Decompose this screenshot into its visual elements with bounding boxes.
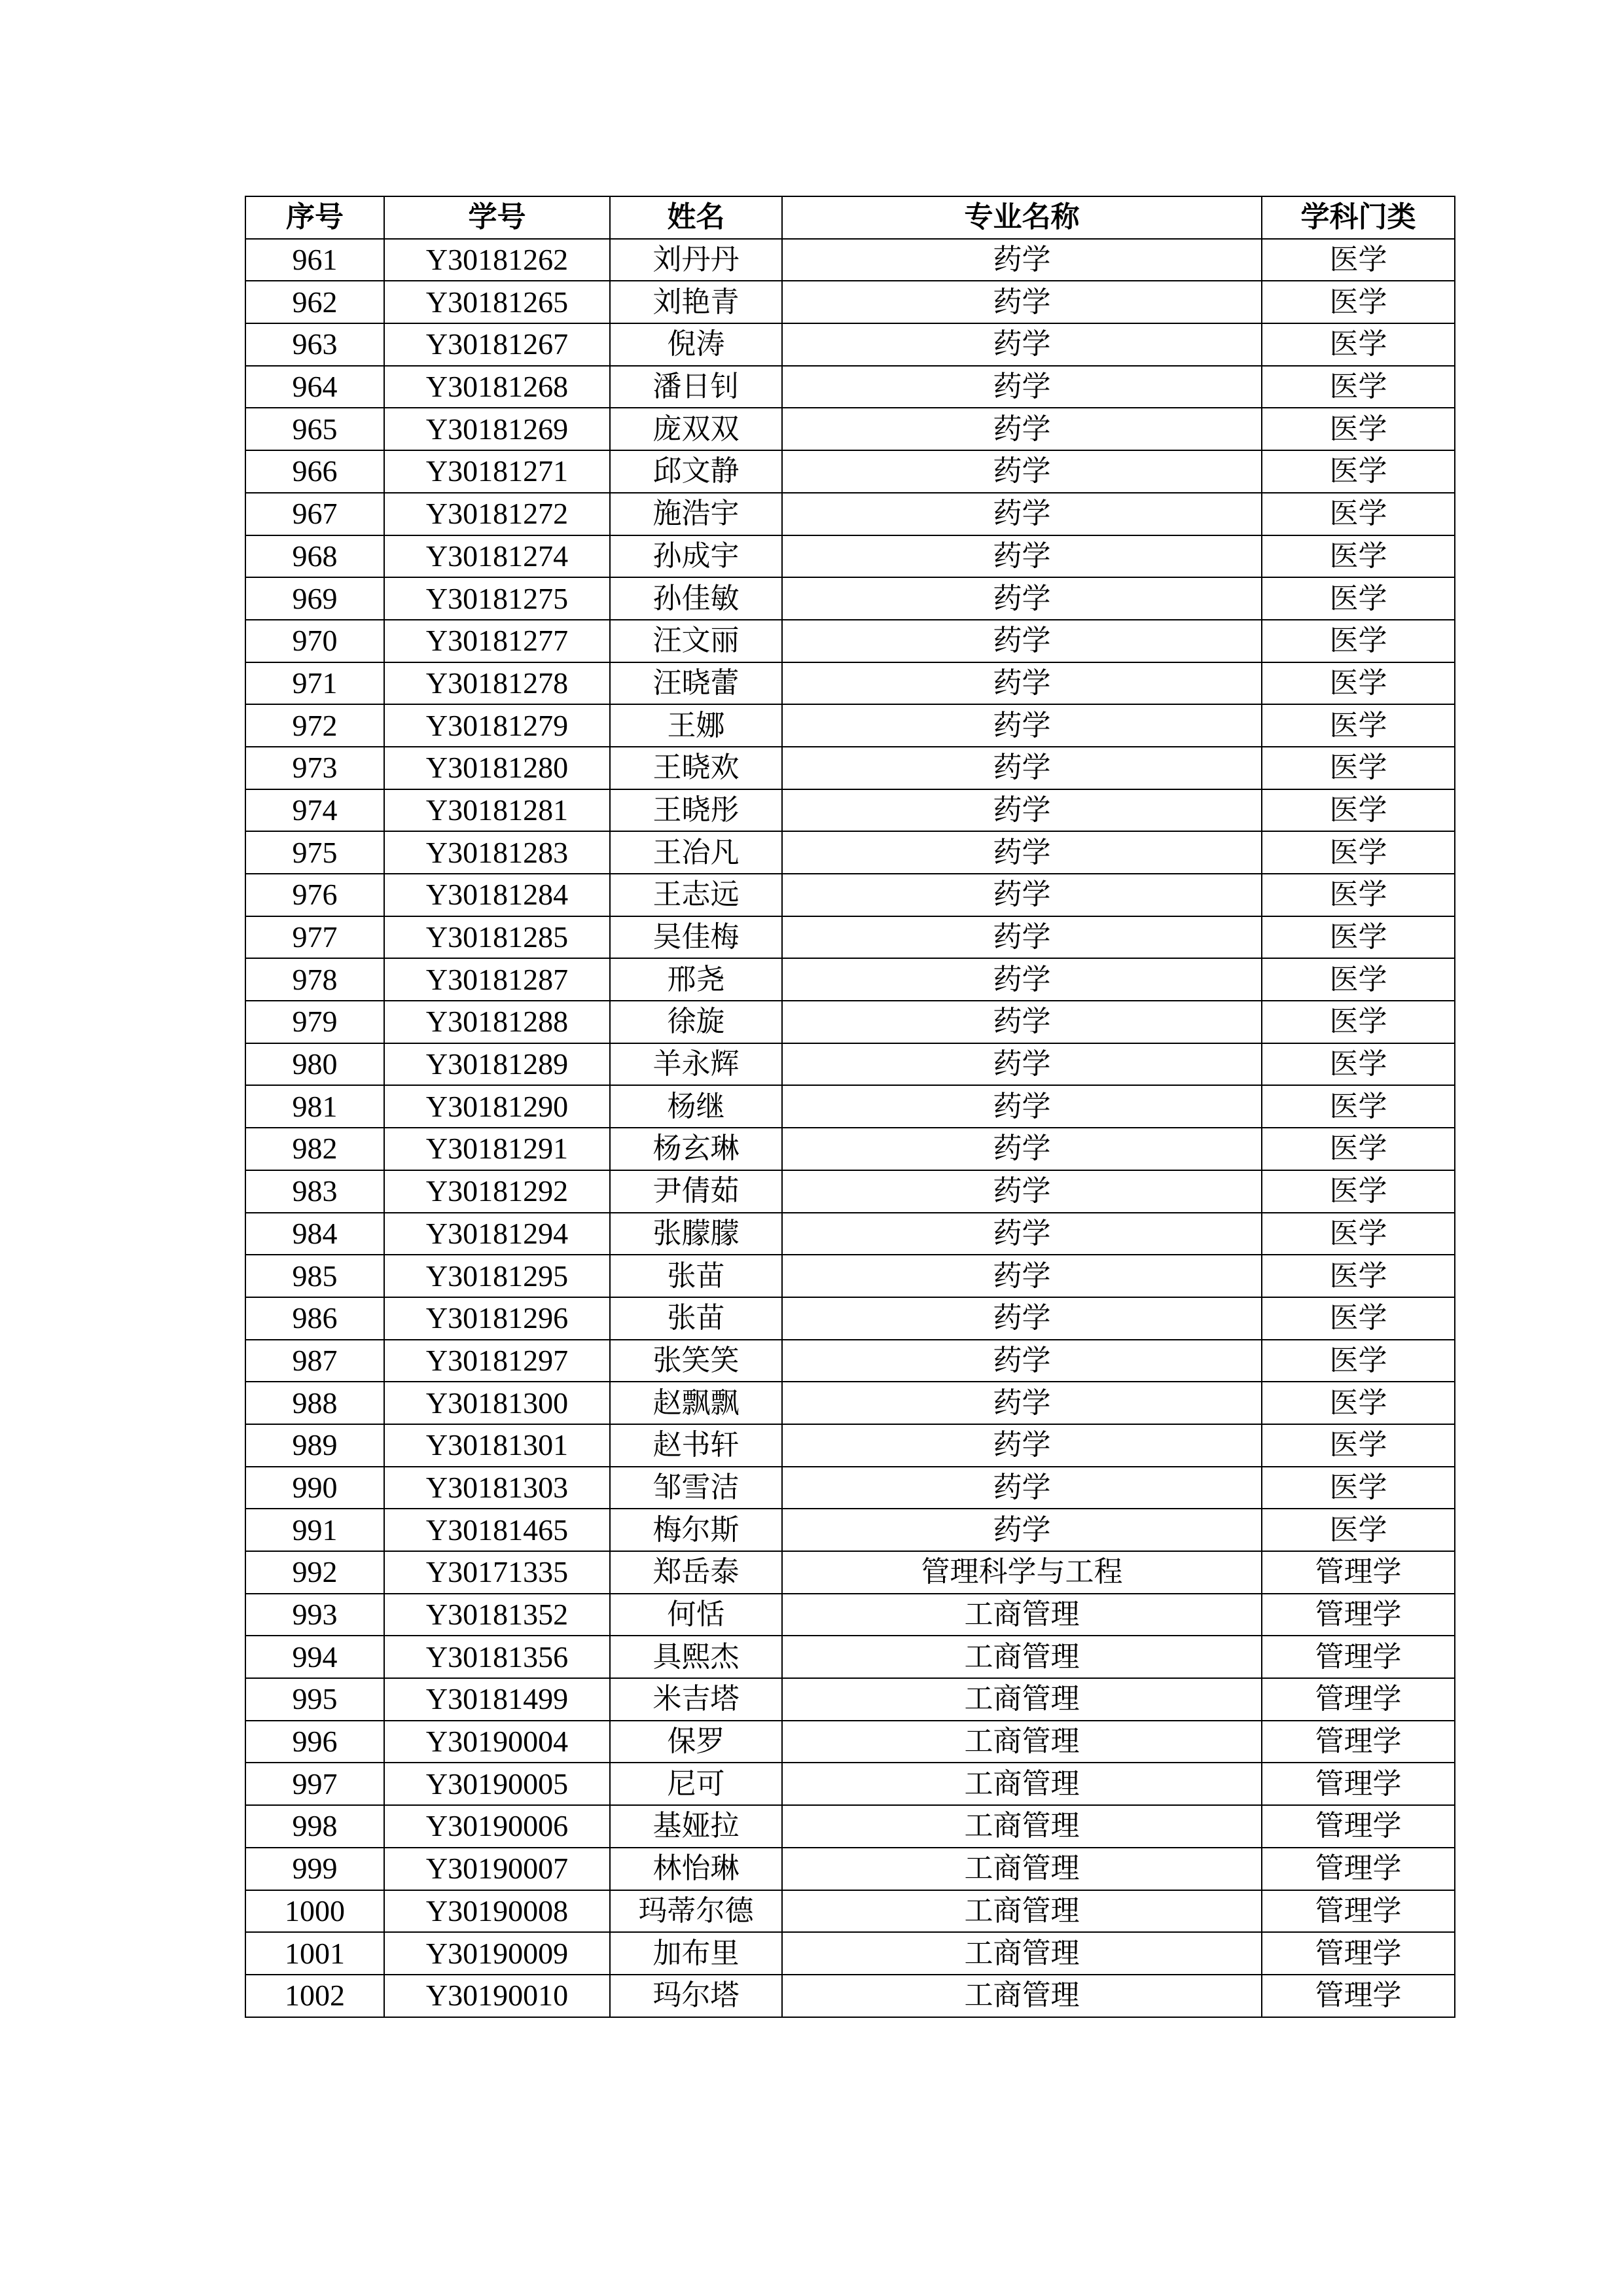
table-row — [245, 1594, 1455, 1636]
discipline-cell: 医学 — [1262, 1213, 1455, 1255]
student-id-cell: Y30181271 — [384, 450, 610, 493]
student-id-cell: Y30181279 — [384, 704, 610, 747]
name-cell: 具熙杰 — [610, 1636, 782, 1678]
name-cell: 尼可 — [610, 1763, 782, 1805]
discipline-cell: 医学 — [1262, 662, 1455, 705]
serial-number-cell: 969 — [245, 577, 384, 620]
discipline-cell: 医学 — [1262, 366, 1455, 408]
table-row — [245, 1043, 1455, 1086]
student-id-cell: Y30181300 — [384, 1382, 610, 1424]
discipline-cell: 医学 — [1262, 704, 1455, 747]
discipline-cell: 管理学 — [1262, 1551, 1455, 1594]
serial-number-cell: 998 — [245, 1805, 384, 1848]
serial-number-cell: 982 — [245, 1128, 384, 1170]
name-cell: 羊永辉 — [610, 1043, 782, 1086]
table-body — [245, 239, 1455, 2017]
discipline-cell: 医学 — [1262, 323, 1455, 366]
table-row — [245, 704, 1455, 747]
discipline-cell: 医学 — [1262, 1085, 1455, 1128]
student-id-cell: Y30181301 — [384, 1424, 610, 1467]
serial-number-cell: 992 — [245, 1551, 384, 1594]
name-cell: 何恬 — [610, 1594, 782, 1636]
table-row — [245, 662, 1455, 705]
serial-number-cell: 985 — [245, 1255, 384, 1297]
name-cell: 王冶凡 — [610, 831, 782, 874]
name-cell: 倪涛 — [610, 323, 782, 366]
major-cell: 药学 — [782, 577, 1262, 620]
serial-number-cell: 994 — [245, 1636, 384, 1678]
table-row — [245, 958, 1455, 1001]
major-cell: 药学 — [782, 831, 1262, 874]
major-cell: 药学 — [782, 1297, 1262, 1340]
major-cell: 药学 — [782, 408, 1262, 450]
major-cell: 工商管理 — [782, 1763, 1262, 1805]
name-cell: 赵书轩 — [610, 1424, 782, 1467]
table-row — [245, 1551, 1455, 1594]
table-row — [245, 1636, 1455, 1678]
discipline-cell: 医学 — [1262, 1297, 1455, 1340]
serial-number-cell: 973 — [245, 747, 384, 789]
major-cell: 工商管理 — [782, 1890, 1262, 1933]
discipline-cell: 医学 — [1262, 1509, 1455, 1551]
name-cell: 徐旋 — [610, 1001, 782, 1043]
name-cell: 邹雪洁 — [610, 1467, 782, 1509]
table-row — [245, 1297, 1455, 1340]
serial-number-cell: 971 — [245, 662, 384, 705]
student-id-cell: Y30190010 — [384, 1975, 610, 2017]
discipline-cell: 医学 — [1262, 958, 1455, 1001]
major-cell: 药学 — [782, 239, 1262, 281]
serial-number-cell: 965 — [245, 408, 384, 450]
student-id-cell: Y30181280 — [384, 747, 610, 789]
serial-number-cell: 1000 — [245, 1890, 384, 1933]
serial-number-cell: 986 — [245, 1297, 384, 1340]
student-id-cell: Y30181277 — [384, 620, 610, 662]
major-cell: 药学 — [782, 1255, 1262, 1297]
serial-number-cell: 981 — [245, 1085, 384, 1128]
discipline-cell: 医学 — [1262, 450, 1455, 493]
student-id-cell: Y30181262 — [384, 239, 610, 281]
name-cell: 杨继 — [610, 1085, 782, 1128]
name-cell: 庞双双 — [610, 408, 782, 450]
student-id-cell: Y30181278 — [384, 662, 610, 705]
discipline-cell: 医学 — [1262, 1255, 1455, 1297]
name-cell: 汪晓蕾 — [610, 662, 782, 705]
name-cell: 潘日钊 — [610, 366, 782, 408]
table-row — [245, 1975, 1455, 2017]
name-cell: 刘丹丹 — [610, 239, 782, 281]
major-cell: 药学 — [782, 1128, 1262, 1170]
serial-number-cell: 991 — [245, 1509, 384, 1551]
name-cell: 吴佳梅 — [610, 916, 782, 959]
serial-number-cell: 987 — [245, 1340, 384, 1382]
discipline-cell: 医学 — [1262, 577, 1455, 620]
student-id-cell: Y30190005 — [384, 1763, 610, 1805]
name-cell: 孙佳敏 — [610, 577, 782, 620]
major-cell: 药学 — [782, 1382, 1262, 1424]
discipline-cell: 管理学 — [1262, 1763, 1455, 1805]
discipline-cell: 管理学 — [1262, 1678, 1455, 1721]
serial-number-cell: 1002 — [245, 1975, 384, 2017]
major-cell: 工商管理 — [782, 1636, 1262, 1678]
discipline-cell: 医学 — [1262, 789, 1455, 832]
table-row — [245, 1763, 1455, 1805]
table-row — [245, 1848, 1455, 1890]
serial-number-cell: 970 — [245, 620, 384, 662]
student-id-cell: Y30181284 — [384, 874, 610, 916]
name-cell: 尹倩茹 — [610, 1170, 782, 1213]
serial-number-cell: 990 — [245, 1467, 384, 1509]
student-id-cell: Y30181289 — [384, 1043, 610, 1086]
header-discipline: 学科门类 — [1262, 196, 1455, 239]
serial-number-cell: 974 — [245, 789, 384, 832]
student-id-cell: Y30181265 — [384, 281, 610, 323]
discipline-cell: 管理学 — [1262, 1975, 1455, 2017]
discipline-cell: 医学 — [1262, 1467, 1455, 1509]
table-row — [245, 281, 1455, 323]
name-cell: 刘艳青 — [610, 281, 782, 323]
major-cell: 工商管理 — [782, 1932, 1262, 1975]
student-id-cell: Y30181297 — [384, 1340, 610, 1382]
major-cell: 工商管理 — [782, 1678, 1262, 1721]
major-cell: 药学 — [782, 1170, 1262, 1213]
table-row — [245, 1255, 1455, 1297]
discipline-cell: 管理学 — [1262, 1805, 1455, 1848]
major-cell: 工商管理 — [782, 1721, 1262, 1763]
discipline-cell: 医学 — [1262, 239, 1455, 281]
table-row — [245, 1424, 1455, 1467]
student-id-cell: Y30190008 — [384, 1890, 610, 1933]
student-id-cell: Y30181290 — [384, 1085, 610, 1128]
student-id-cell: Y30181292 — [384, 1170, 610, 1213]
name-cell: 汪文丽 — [610, 620, 782, 662]
major-cell: 药学 — [782, 450, 1262, 493]
major-cell: 管理科学与工程 — [782, 1551, 1262, 1594]
serial-number-cell: 993 — [245, 1594, 384, 1636]
major-cell: 药学 — [782, 747, 1262, 789]
serial-number-cell: 967 — [245, 493, 384, 535]
table-row — [245, 450, 1455, 493]
major-cell: 工商管理 — [782, 1594, 1262, 1636]
student-id-cell: Y30181294 — [384, 1213, 610, 1255]
table-row — [245, 1890, 1455, 1933]
major-cell: 药学 — [782, 1340, 1262, 1382]
header-row — [245, 196, 1455, 239]
major-cell: 工商管理 — [782, 1848, 1262, 1890]
discipline-cell: 医学 — [1262, 1424, 1455, 1467]
discipline-cell: 医学 — [1262, 281, 1455, 323]
name-cell: 林怡琳 — [610, 1848, 782, 1890]
name-cell: 保罗 — [610, 1721, 782, 1763]
name-cell: 郑岳泰 — [610, 1551, 782, 1594]
table-row — [245, 620, 1455, 662]
major-cell: 药学 — [782, 874, 1262, 916]
student-id-cell: Y30181499 — [384, 1678, 610, 1721]
table-row — [245, 1805, 1455, 1848]
student-id-cell: Y30181288 — [384, 1001, 610, 1043]
table-row — [245, 747, 1455, 789]
name-cell: 王娜 — [610, 704, 782, 747]
table-row — [245, 789, 1455, 832]
serial-number-cell: 988 — [245, 1382, 384, 1424]
table-row — [245, 1170, 1455, 1213]
major-cell: 药学 — [782, 1467, 1262, 1509]
student-id-cell: Y30181274 — [384, 535, 610, 578]
student-id-cell: Y30181303 — [384, 1467, 610, 1509]
discipline-cell: 医学 — [1262, 408, 1455, 450]
major-cell: 药学 — [782, 1085, 1262, 1128]
discipline-cell: 医学 — [1262, 1043, 1455, 1086]
student-id-cell: Y30181356 — [384, 1636, 610, 1678]
name-cell: 王志远 — [610, 874, 782, 916]
major-cell: 药学 — [782, 1424, 1262, 1467]
student-id-cell: Y30181269 — [384, 408, 610, 450]
name-cell: 王晓彤 — [610, 789, 782, 832]
name-cell: 杨玄琳 — [610, 1128, 782, 1170]
student-id-cell: Y30181285 — [384, 916, 610, 959]
student-id-cell: Y30181272 — [384, 493, 610, 535]
serial-number-cell: 966 — [245, 450, 384, 493]
discipline-cell: 管理学 — [1262, 1890, 1455, 1933]
name-cell: 王晓欢 — [610, 747, 782, 789]
serial-number-cell: 977 — [245, 916, 384, 959]
serial-number-cell: 983 — [245, 1170, 384, 1213]
table-row — [245, 1932, 1455, 1975]
header-serial-number: 序号 — [245, 196, 384, 239]
major-cell: 药学 — [782, 704, 1262, 747]
major-cell: 药学 — [782, 662, 1262, 705]
student-id-cell: Y30181295 — [384, 1255, 610, 1297]
discipline-cell: 医学 — [1262, 1001, 1455, 1043]
major-cell: 药学 — [782, 1043, 1262, 1086]
serial-number-cell: 963 — [245, 323, 384, 366]
major-cell: 药学 — [782, 1213, 1262, 1255]
table-row — [245, 1509, 1455, 1551]
name-cell: 基娅拉 — [610, 1805, 782, 1848]
serial-number-cell: 976 — [245, 874, 384, 916]
discipline-cell: 管理学 — [1262, 1594, 1455, 1636]
student-id-cell: Y30181283 — [384, 831, 610, 874]
header-name: 姓名 — [610, 196, 782, 239]
name-cell: 加布里 — [610, 1932, 782, 1975]
table-row — [245, 323, 1455, 366]
major-cell: 药学 — [782, 1001, 1262, 1043]
serial-number-cell: 999 — [245, 1848, 384, 1890]
table-row — [245, 1721, 1455, 1763]
student-id-cell: Y30181275 — [384, 577, 610, 620]
discipline-cell: 医学 — [1262, 747, 1455, 789]
student-id-cell: Y30181287 — [384, 958, 610, 1001]
major-cell: 药学 — [782, 958, 1262, 1001]
discipline-cell: 医学 — [1262, 1128, 1455, 1170]
serial-number-cell: 995 — [245, 1678, 384, 1721]
table-row — [245, 1340, 1455, 1382]
serial-number-cell: 997 — [245, 1763, 384, 1805]
student-id-cell: Y30190009 — [384, 1932, 610, 1975]
major-cell: 药学 — [782, 323, 1262, 366]
serial-number-cell: 1001 — [245, 1932, 384, 1975]
major-cell: 药学 — [782, 493, 1262, 535]
table-row — [245, 493, 1455, 535]
table-row — [245, 535, 1455, 578]
serial-number-cell: 996 — [245, 1721, 384, 1763]
table-row — [245, 1085, 1455, 1128]
major-cell: 药学 — [782, 366, 1262, 408]
student-id-cell: Y30190007 — [384, 1848, 610, 1890]
major-cell: 药学 — [782, 535, 1262, 578]
table-row — [245, 1213, 1455, 1255]
name-cell: 赵飘飘 — [610, 1382, 782, 1424]
discipline-cell: 管理学 — [1262, 1848, 1455, 1890]
discipline-cell: 医学 — [1262, 535, 1455, 578]
major-cell: 药学 — [782, 916, 1262, 959]
serial-number-cell: 989 — [245, 1424, 384, 1467]
name-cell: 米吉塔 — [610, 1678, 782, 1721]
student-id-cell: Y30181267 — [384, 323, 610, 366]
student-id-cell: Y30190004 — [384, 1721, 610, 1763]
serial-number-cell: 962 — [245, 281, 384, 323]
name-cell: 张朦朦 — [610, 1213, 782, 1255]
table-row — [245, 1467, 1455, 1509]
name-cell: 施浩宇 — [610, 493, 782, 535]
name-cell: 张苗 — [610, 1297, 782, 1340]
serial-number-cell: 972 — [245, 704, 384, 747]
table-row — [245, 1382, 1455, 1424]
header-student-id: 学号 — [384, 196, 610, 239]
name-cell: 张苗 — [610, 1255, 782, 1297]
serial-number-cell: 979 — [245, 1001, 384, 1043]
table-row — [245, 1128, 1455, 1170]
discipline-cell: 医学 — [1262, 620, 1455, 662]
discipline-cell: 医学 — [1262, 916, 1455, 959]
serial-number-cell: 980 — [245, 1043, 384, 1086]
table-row — [245, 239, 1455, 281]
major-cell: 药学 — [782, 281, 1262, 323]
header-major: 专业名称 — [782, 196, 1262, 239]
discipline-cell: 管理学 — [1262, 1932, 1455, 1975]
student-id-cell: Y30181296 — [384, 1297, 610, 1340]
discipline-cell: 医学 — [1262, 831, 1455, 874]
major-cell: 药学 — [782, 1509, 1262, 1551]
name-cell: 邢尧 — [610, 958, 782, 1001]
discipline-cell: 医学 — [1262, 1340, 1455, 1382]
table-row — [245, 831, 1455, 874]
student-id-cell: Y30171335 — [384, 1551, 610, 1594]
student-roster-table — [245, 196, 1455, 2018]
student-id-cell: Y30181281 — [384, 789, 610, 832]
major-cell: 药学 — [782, 620, 1262, 662]
discipline-cell: 医学 — [1262, 493, 1455, 535]
name-cell: 玛尔塔 — [610, 1975, 782, 2017]
student-id-cell: Y30181291 — [384, 1128, 610, 1170]
serial-number-cell: 961 — [245, 239, 384, 281]
name-cell: 梅尔斯 — [610, 1509, 782, 1551]
table-row — [245, 1678, 1455, 1721]
discipline-cell: 医学 — [1262, 1170, 1455, 1213]
discipline-cell: 医学 — [1262, 1382, 1455, 1424]
table-row — [245, 916, 1455, 959]
major-cell: 工商管理 — [782, 1975, 1262, 2017]
serial-number-cell: 968 — [245, 535, 384, 578]
discipline-cell: 管理学 — [1262, 1636, 1455, 1678]
name-cell: 邱文静 — [610, 450, 782, 493]
serial-number-cell: 964 — [245, 366, 384, 408]
table-row — [245, 366, 1455, 408]
table-row — [245, 1001, 1455, 1043]
serial-number-cell: 978 — [245, 958, 384, 1001]
major-cell: 药学 — [782, 789, 1262, 832]
table-row — [245, 577, 1455, 620]
serial-number-cell: 975 — [245, 831, 384, 874]
discipline-cell: 管理学 — [1262, 1721, 1455, 1763]
student-id-cell: Y30190006 — [384, 1805, 610, 1848]
student-id-cell: Y30181268 — [384, 366, 610, 408]
name-cell: 孙成宇 — [610, 535, 782, 578]
student-id-cell: Y30181352 — [384, 1594, 610, 1636]
student-id-cell: Y30181465 — [384, 1509, 610, 1551]
major-cell: 工商管理 — [782, 1805, 1262, 1848]
name-cell: 玛蒂尔德 — [610, 1890, 782, 1933]
table-row — [245, 408, 1455, 450]
discipline-cell: 医学 — [1262, 874, 1455, 916]
name-cell: 张笑笑 — [610, 1340, 782, 1382]
serial-number-cell: 984 — [245, 1213, 384, 1255]
table-row — [245, 874, 1455, 916]
